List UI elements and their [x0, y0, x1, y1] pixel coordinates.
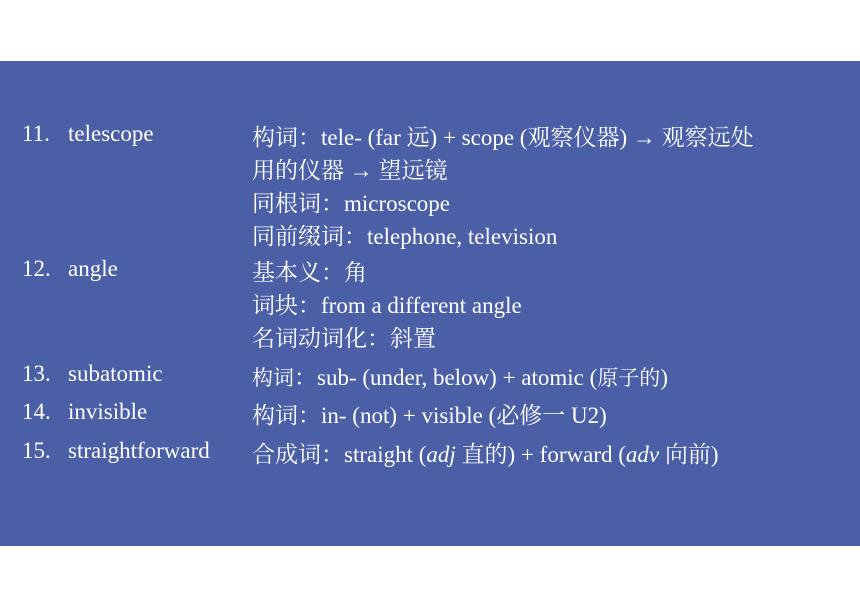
part-of-speech-adj: adj	[426, 442, 456, 467]
entry-word: subatomic	[68, 361, 163, 386]
definition-line: 基本义：角	[252, 260, 367, 285]
definition-line: 名词动词化：斜置	[252, 326, 436, 351]
entry-15	[0, 438, 860, 472]
entry-word: angle	[68, 256, 118, 281]
definition-line	[252, 438, 719, 471]
entry-13	[0, 361, 860, 395]
entry-definition	[252, 121, 754, 253]
entry-definition	[252, 361, 668, 395]
slide	[0, 61, 860, 546]
entry-word: straightforward	[68, 438, 210, 463]
entry-number: 15.	[22, 438, 51, 463]
definition-line: 同根词：microscope	[252, 191, 451, 216]
entry-14	[0, 399, 860, 433]
definition-colon: ：	[294, 365, 317, 390]
definition-text: 直的) + forward (	[455, 442, 626, 467]
definition-prefix: 构词	[252, 366, 294, 390]
definition-line: 构词：in- (not) + visible (必修一 U2)	[252, 403, 607, 428]
entry-definition	[252, 256, 522, 355]
entry-number: 14.	[22, 399, 51, 424]
definition-text: 合成词：straight (	[252, 442, 427, 467]
definition-text: sub- (under, below) + atomic (	[317, 365, 598, 390]
definition-text: 向前)	[659, 442, 719, 467]
entry-number: 11.	[22, 121, 50, 146]
entry-11	[0, 121, 860, 249]
definition-line: 词块：from a different angle	[252, 293, 522, 318]
definition-line: 用的仪器 → 望远镜	[252, 158, 448, 183]
definition-line: 构词：tele- (far 远) + scope (观察仪器) → 观察远处	[252, 125, 754, 150]
definition-chinese: 原子的	[597, 366, 661, 390]
entry-word: invisible	[68, 399, 148, 424]
entry-number: 13.	[22, 361, 51, 386]
entry-definition	[252, 399, 607, 432]
definition-close: )	[660, 365, 668, 390]
entry-definition	[252, 438, 719, 471]
entry-number: 12.	[22, 256, 51, 281]
definition-line	[252, 361, 668, 395]
definition-line: 同前缀词：telephone, television	[252, 224, 558, 249]
entry-word: telescope	[68, 121, 154, 146]
entry-12	[0, 256, 860, 351]
part-of-speech-adv: adv	[625, 442, 660, 467]
